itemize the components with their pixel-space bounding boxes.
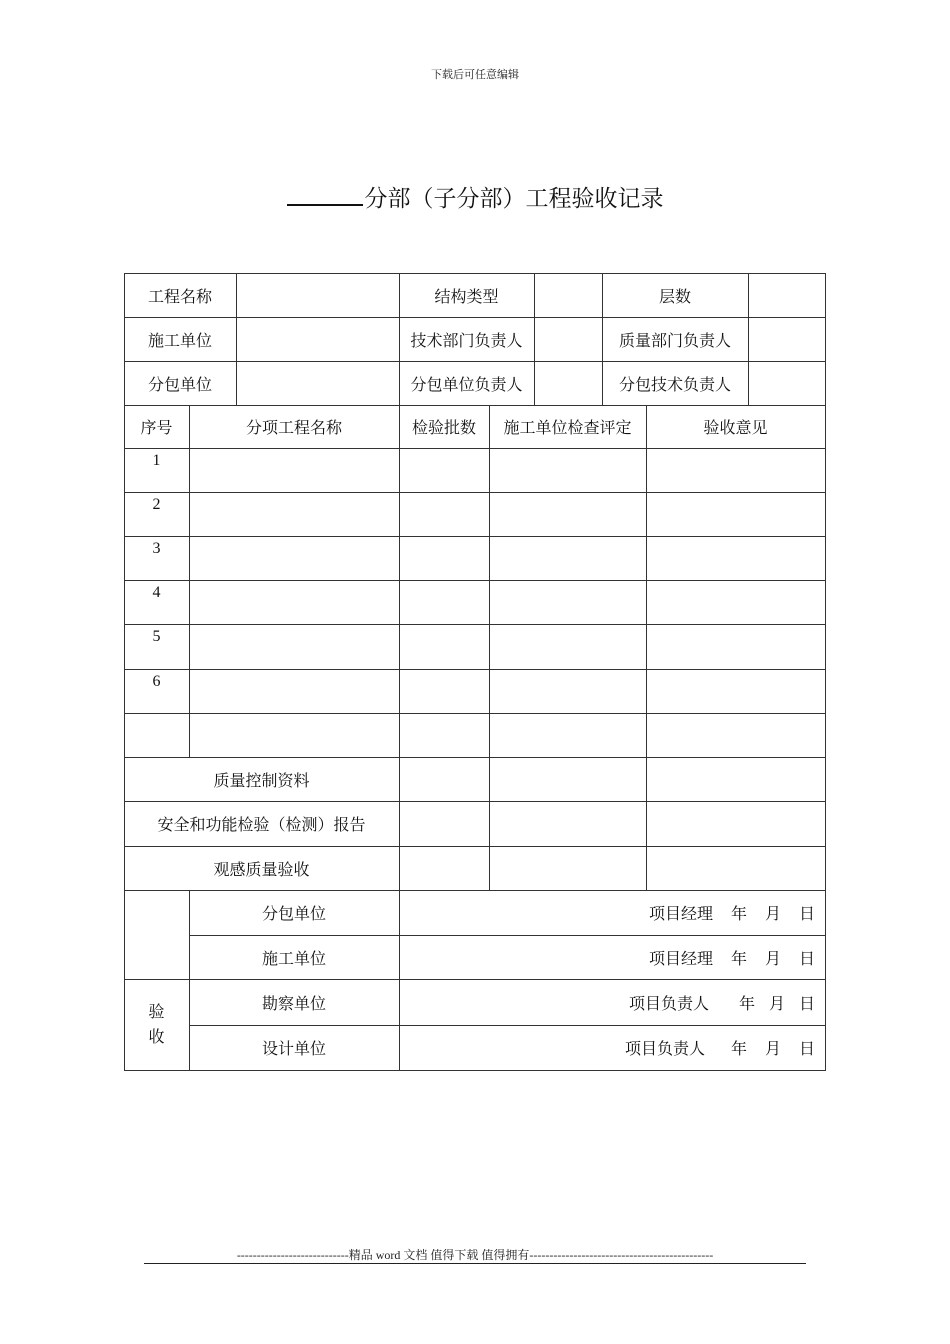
row-divider xyxy=(124,624,826,625)
signature-role: 项目经理 xyxy=(648,906,713,923)
item-index: 5 xyxy=(152,628,161,645)
construction-unit-field[interactable] xyxy=(236,317,399,361)
column-header-acceptance-opinion: 验收意见 xyxy=(703,420,768,437)
row-divider xyxy=(124,580,826,581)
day-label: 日 xyxy=(798,995,815,1013)
item-index: 2 xyxy=(152,496,161,513)
column-header-batch-count: 检验批数 xyxy=(411,420,476,437)
row-divider xyxy=(124,713,826,714)
label-subcontractor-tech-head: 分包技术负责人 xyxy=(618,376,731,394)
label-tech-dept-head: 技术部门负责人 xyxy=(410,332,523,350)
column-header-item-name: 分项工程名称 xyxy=(245,420,342,437)
signature-construction[interactable] xyxy=(399,935,825,979)
acceptance-label xyxy=(124,990,189,1060)
row-divider xyxy=(124,448,826,449)
footer-text: ----------------------------精品 word 文档 值得下载 值得拥有---------------------------------------------- xyxy=(236,1248,714,1262)
table-border-right xyxy=(825,273,826,1071)
footer-rule xyxy=(144,1263,806,1264)
label-construction-unit: 施工单位 xyxy=(147,332,212,350)
row-divider xyxy=(124,536,826,537)
label-subcontractor-head: 分包单位负责人 xyxy=(410,376,523,394)
signature-role: 项目负责人 xyxy=(628,995,709,1013)
item-index xyxy=(124,713,189,757)
acceptance-label-char: 验 xyxy=(148,1004,165,1021)
year-label: 年 xyxy=(730,906,747,923)
subcontractor-tech-head-field[interactable] xyxy=(748,361,825,405)
subcontractor-field[interactable] xyxy=(236,361,399,405)
year-label: 年 xyxy=(730,950,747,968)
structure-type-field[interactable] xyxy=(534,273,602,317)
label-floors: 层数 xyxy=(658,288,691,306)
col-divider xyxy=(646,405,647,890)
title-text: 分部（子分部）工程验收记录 xyxy=(364,186,664,212)
item-index: 4 xyxy=(152,584,161,601)
unit-name-design: 设计单位 xyxy=(261,1041,326,1058)
acceptance-label-char: 收 xyxy=(148,1029,165,1046)
unit-name-subcontractor: 分包单位 xyxy=(261,906,326,923)
floors-field[interactable] xyxy=(748,273,825,317)
summary-quality-control-docs: 质量控制资料 xyxy=(213,772,310,790)
quality-dept-head-field[interactable] xyxy=(748,317,825,361)
row-divider xyxy=(124,492,826,493)
table-border-bottom xyxy=(124,1070,826,1071)
signature-role: 项目负责人 xyxy=(624,1041,705,1058)
signature-design[interactable] xyxy=(399,1025,825,1070)
col-divider xyxy=(489,405,490,890)
signature-survey[interactable] xyxy=(399,979,825,1025)
day-label: 日 xyxy=(798,950,815,968)
column-header-index: 序号 xyxy=(140,420,173,437)
day-label: 日 xyxy=(798,906,815,923)
year-label: 年 xyxy=(738,995,755,1013)
month-label: 月 xyxy=(764,950,781,968)
header-note: 下载后可任意编辑 xyxy=(431,69,519,81)
label-subcontractor: 分包单位 xyxy=(147,376,212,394)
subcontractor-head-field[interactable] xyxy=(534,361,602,405)
month-label: 月 xyxy=(764,906,781,923)
label-project-name: 工程名称 xyxy=(147,288,212,306)
project-name-field[interactable] xyxy=(236,273,399,317)
day-label: 日 xyxy=(798,1041,815,1058)
item-index: 3 xyxy=(152,540,161,557)
month-label: 月 xyxy=(768,995,785,1013)
label-structure-type: 结构类型 xyxy=(434,288,499,306)
col-divider xyxy=(399,405,400,890)
summary-safety-function-report: 安全和功能检验（检测）报告 xyxy=(157,817,366,834)
signature-role: 项目经理 xyxy=(648,950,713,968)
row-divider xyxy=(124,669,826,670)
item-index: 6 xyxy=(152,673,161,690)
label-quality-dept-head: 质量部门负责人 xyxy=(618,332,731,350)
year-label: 年 xyxy=(730,1041,747,1058)
tech-dept-head-field[interactable] xyxy=(534,317,602,361)
unit-name-survey: 勘察单位 xyxy=(261,995,326,1013)
unit-name-construction: 施工单位 xyxy=(261,950,326,968)
month-label: 月 xyxy=(764,1041,781,1058)
col-divider xyxy=(189,405,190,757)
summary-appearance-quality: 观感质量验收 xyxy=(213,861,310,879)
item-index: 1 xyxy=(152,452,161,469)
column-header-self-check: 施工单位检查评定 xyxy=(503,420,632,437)
signature-subcontractor[interactable] xyxy=(399,890,825,935)
